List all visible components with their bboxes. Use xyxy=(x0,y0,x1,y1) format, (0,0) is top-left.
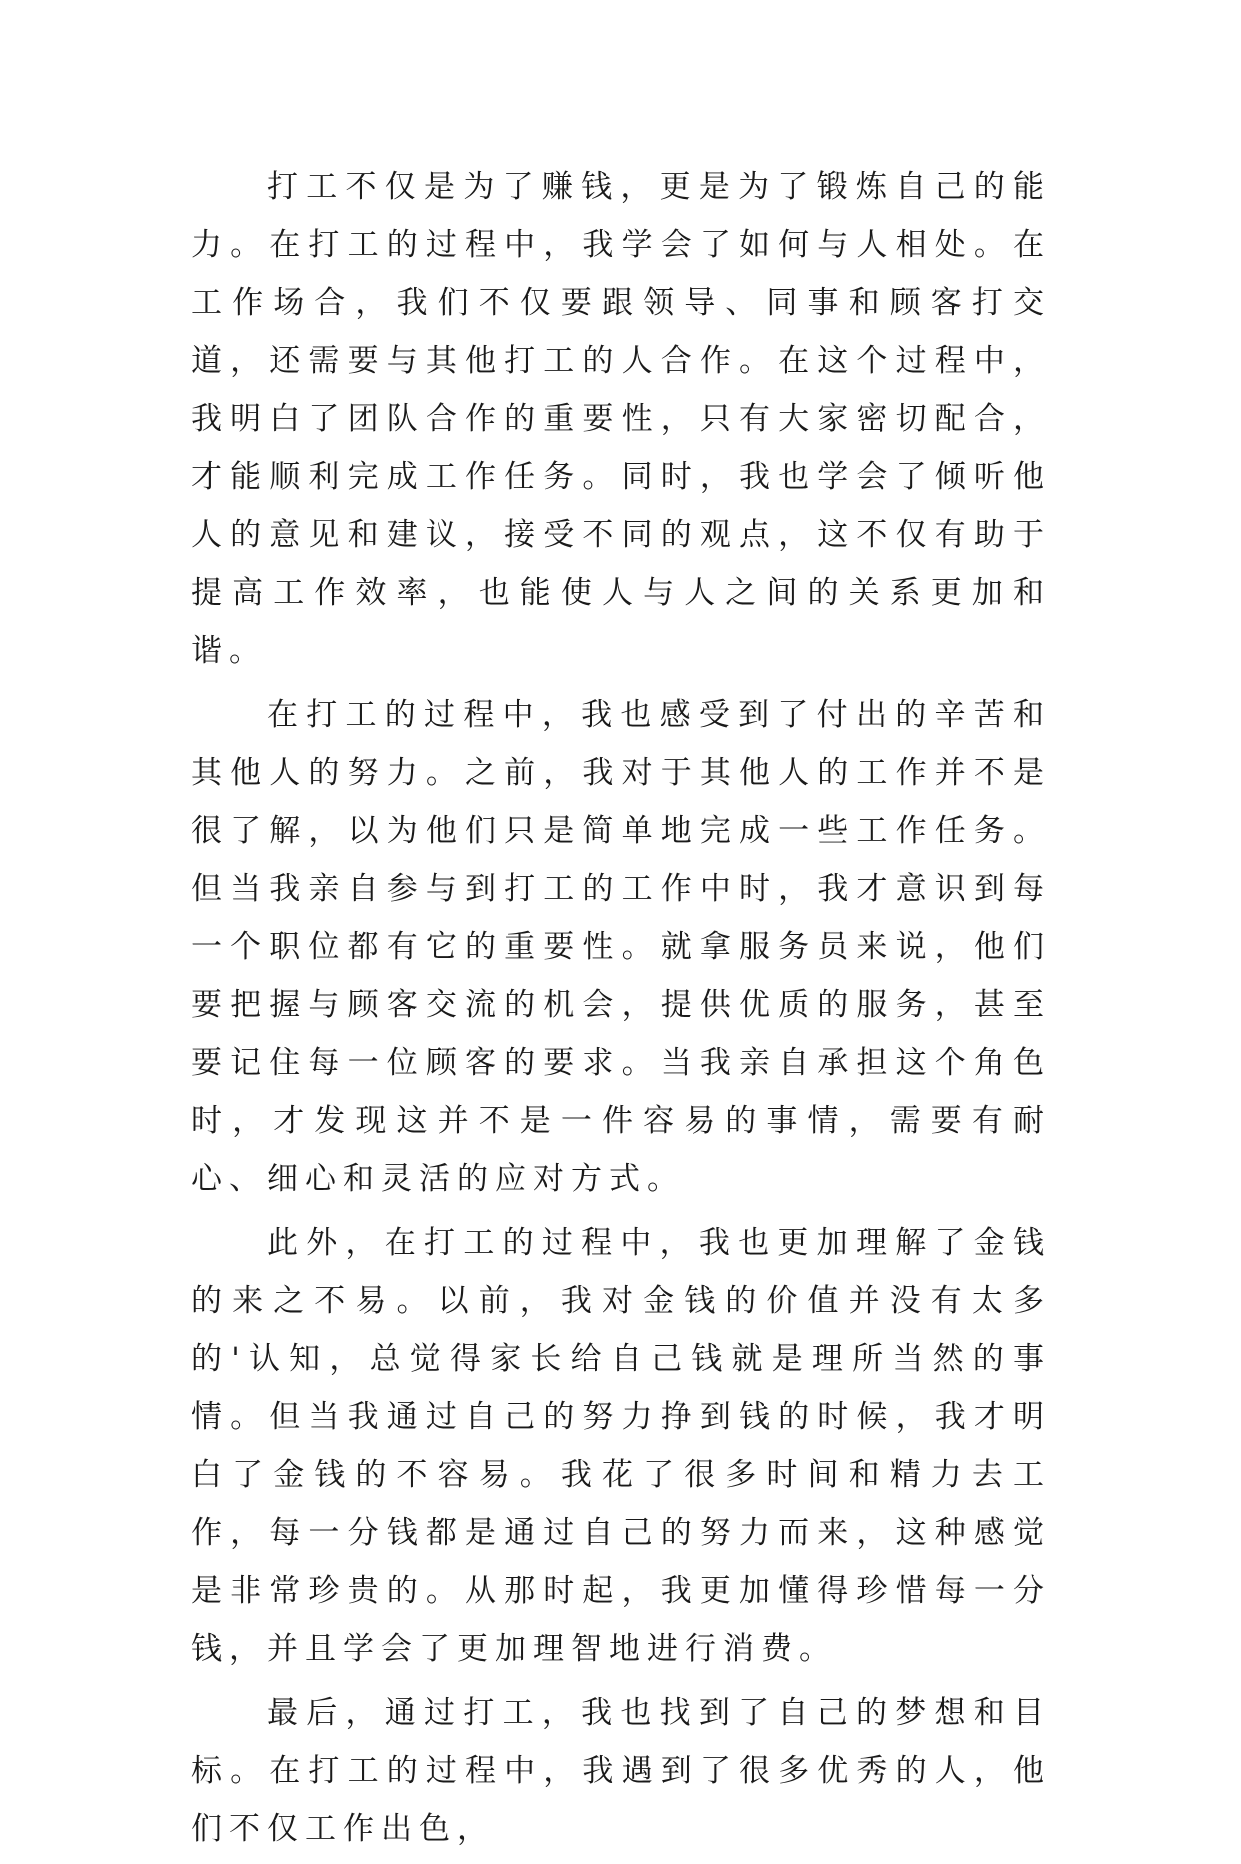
paragraph-3: 此外，在打工的过程中，我也更加理解了金钱的来之不易。以前，我对金钱的价值并没有太多的'认知，总觉得家长给自己钱就是理所当然的事情。但当我通过自己的努力挣到钱的时候，我才明白了金钱的不容易。我花了很多时间和精力去工作，每一分钱都是通过自己的努力而来，这种感觉是非常珍贵的。从那时起，我更加懂得珍惜每一分钱，并且学会了更加理智地进行消费。 xyxy=(191,1225,1051,1667)
paragraph-1: 打工不仅是为了赚钱，更是为了锻炼自己的能力。在打工的过程中，我学会了如何与人相处。在工作场合，我们不仅要跟领导、同事和顾客打交道，还需要与其他打工的人合作。在这个过程中，我明白了团队合作的重要性，只有大家密切配合，才能顺利完成工作任务。同时，我也学会了倾听他人的意见和建议，接受不同的观点，这不仅有助于提高工作效率，也能使人与人之间的关系更加和谐。 xyxy=(191,169,1051,669)
document-body xyxy=(191,158,1051,1864)
paragraph-2: 在打工的过程中，我也感受到了付出的辛苦和其他人的努力。之前，我对于其他人的工作并不是很了解，以为他们只是简单地完成一些工作任务。但当我亲自参与到打工的工作中时，我才意识到每一个职位都有它的重要性。就拿服务员来说，他们要把握与顾客交流的机会，提供优质的服务，甚至要记住每一位顾客的要求。当我亲自承担这个角色时，才发现这并不是一件容易的事情，需要有耐心、细心和灵活的应对方式。 xyxy=(191,697,1051,1197)
paragraph-4: 最后，通过打工，我也找到了自己的梦想和目标。在打工的过程中，我遇到了很多优秀的人，他们不仅工作出色， xyxy=(191,1695,1051,1847)
